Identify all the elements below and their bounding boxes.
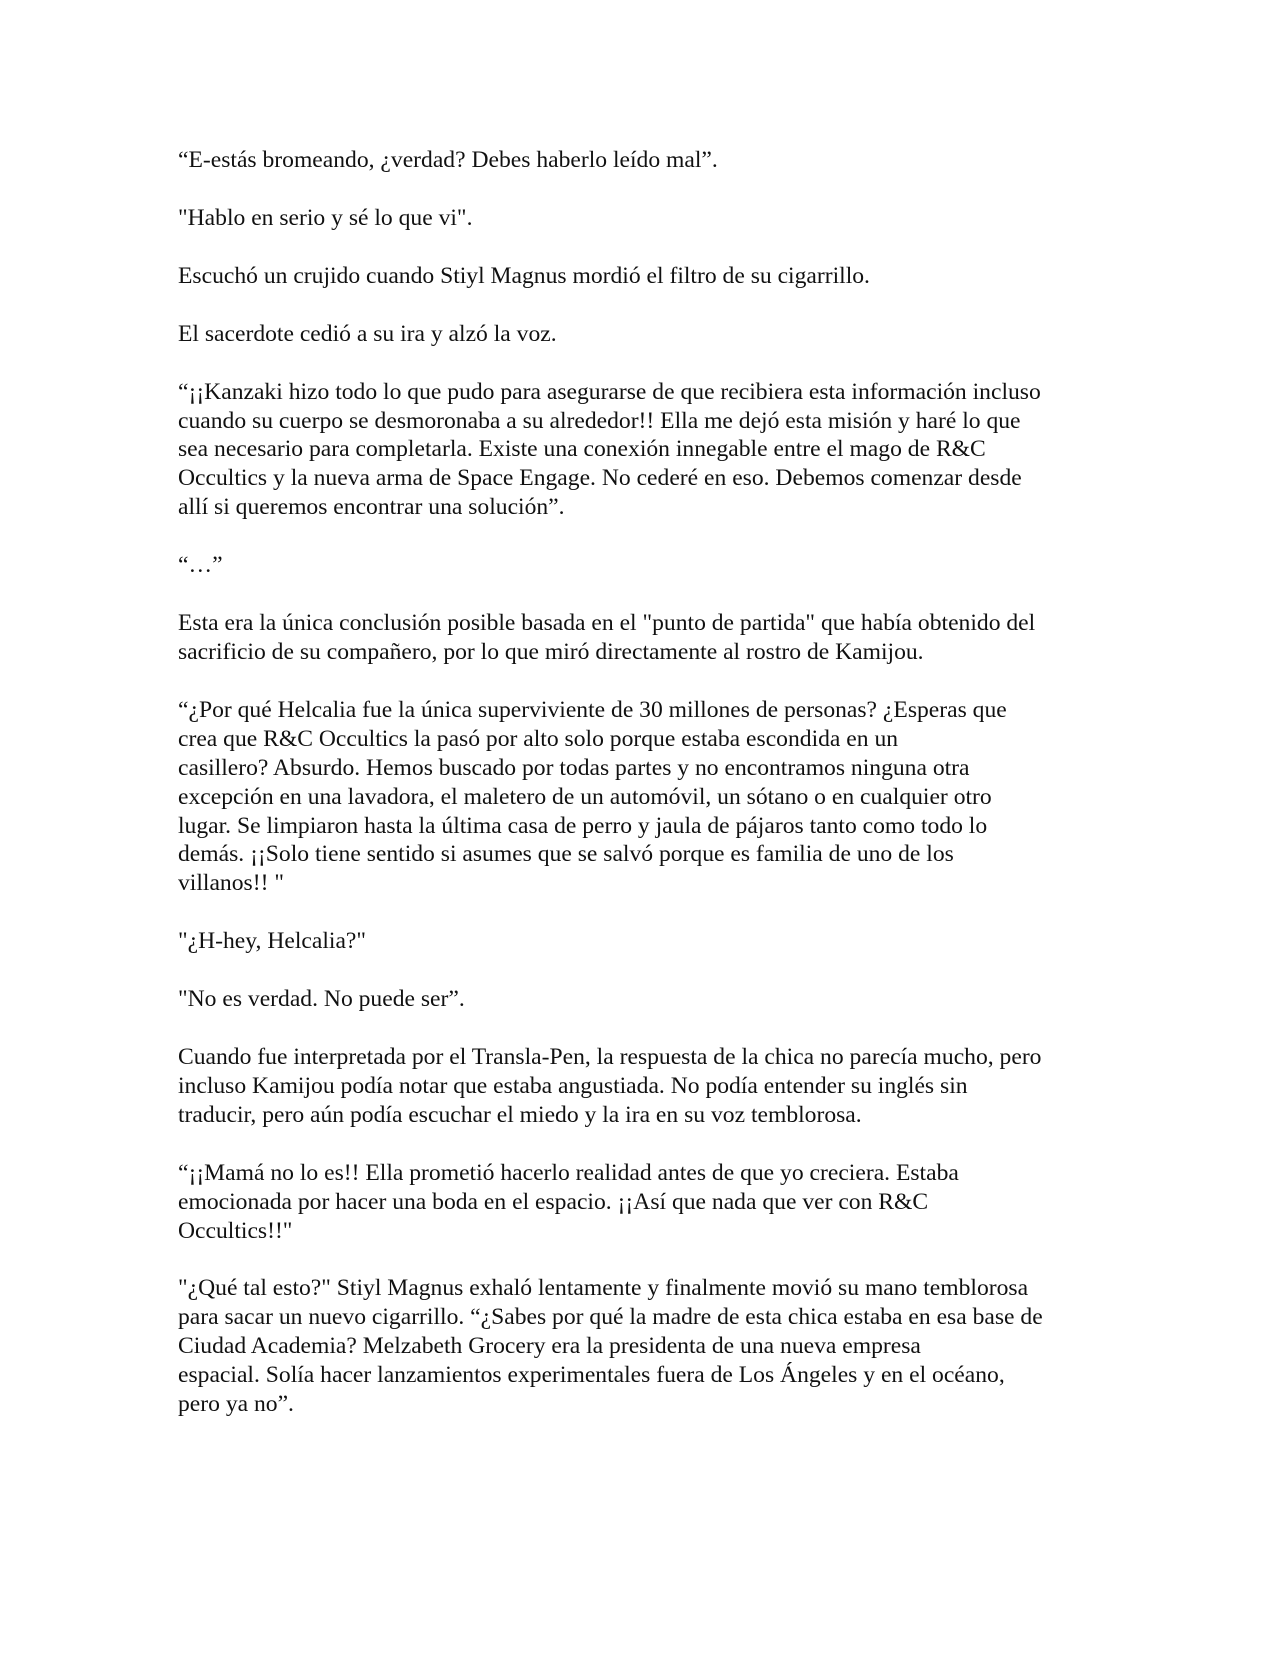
paragraph-5: “¡¡Kanzaki hizo todo lo que pudo para asegurarse de que recibiera esta información incluso cuando su cuerpo se desmoronaba a su alrededor!! Ella me dejó esta misión y haré lo que sea necesario para completarla. Existe una conexión innegable entre el mago de R&C Occultics y la nueva arma de Space Engage. No cederé en eso. Debemos comenzar desde allí si queremos encontrar una solución”.: [178, 378, 1041, 521]
paragraph-8: “¿Por qué Helcalia fue la única superviviente de 30 millones de personas? ¿Esperas que crea que R&C Occultics la pasó por alto solo porque estaba escondida en un casillero? Absurdo. Hemos buscado por todas partes y no encontramos ninguna otra excepción en una lavadora, el maletero de un automóvil, un sótano o en cualquier otro lugar. Se limpiaron hasta la última casa de perro y jaula de pájaros tanto como todo lo demás. ¡¡Solo tiene sentido si asumes que se salvó porque es familia de uno de los villanos!! ": [178, 696, 1007, 897]
paragraph-6: “…”: [178, 552, 223, 579]
paragraph-7: Esta era la única conclusión posible basada en el "punto de partida" que había obtenido del sacrificio de su compañero, por lo que miró directamente al rostro de Kamijou.: [178, 610, 1036, 665]
paragraph-2: "Hablo en serio y sé lo que vi".: [178, 204, 473, 231]
document-body: [178, 146, 1108, 1448]
paragraph-13: "¿Qué tal esto?" Stiyl Magnus exhaló lentamente y finalmente movió su mano temblorosa para sacar un nuevo cigarrillo. “¿Sabes por qué la madre de esta chica estaba en esa base de Ciudad Academia? Melzabeth Grocery era la presidenta de una nueva empresa espacial. Solía hacer lanzamientos experimentales fuera de Los Ángeles y en el océano, pero ya no”.: [178, 1275, 1043, 1418]
paragraph-3: Escuchó un crujido cuando Stiyl Magnus mordió el filtro de su cigarrillo.: [178, 262, 870, 289]
paragraph-11: Cuando fue interpretada por el Transla-Pen, la respuesta de la chica no parecía mucho, pero incluso Kamijou podía notar que estaba angustiada. No podía entender su inglés sin traducir, pero aún podía escuchar el miedo y la ira en su voz temblorosa.: [178, 1044, 1042, 1128]
paragraph-10: "No es verdad. No puede ser”.: [178, 986, 465, 1013]
paragraph-4: El sacerdote cedió a su ira y alzó la voz.: [178, 320, 557, 347]
paragraph-12: “¡¡Mamá no lo es!! Ella prometió hacerlo realidad antes de que yo creciera. Estaba emocionada por hacer una boda en el espacio. ¡¡Así que nada que ver con R&C Occultics!!": [178, 1159, 959, 1244]
paragraph-9: "¿H-hey, Helcalia?": [178, 928, 367, 955]
paragraph-1: “E-estás bromeando, ¿verdad? Debes haberlo leído mal”.: [178, 147, 718, 173]
